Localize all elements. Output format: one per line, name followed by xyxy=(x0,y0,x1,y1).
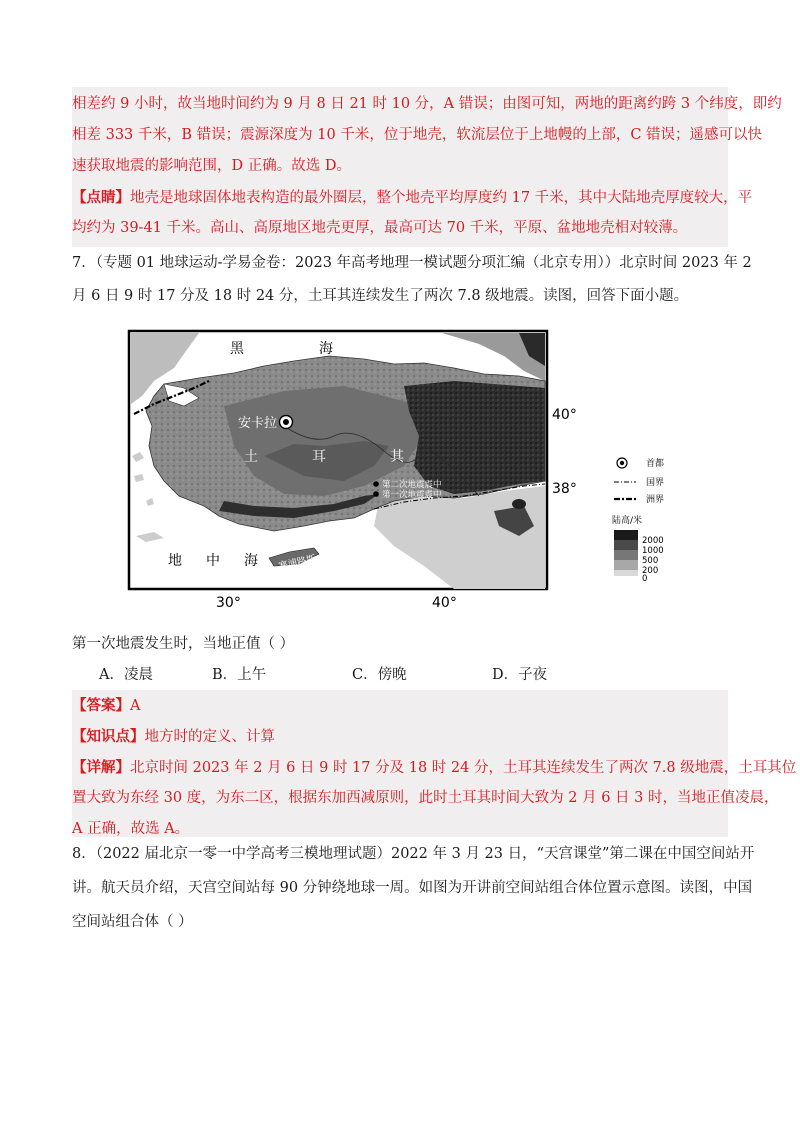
legend-elev-tick: 0 xyxy=(642,574,648,584)
label-cyprus: 塞浦路斯 xyxy=(277,553,317,573)
legend-elev-swatch xyxy=(614,530,638,540)
question-line: 空间站组合体（ ） xyxy=(72,914,193,930)
detail-line: A 正确，故选 A。 xyxy=(72,821,190,837)
detail-line: 置大致为东经 30 度，为东二区，根据东加西减原则，此时土耳其时间大致为 2 月 6 日 3 时，当地正值凌晨， xyxy=(72,790,779,806)
option-b[interactable]: B．上午 xyxy=(212,667,267,683)
tip-text: 地壳是地球固体地表构造的最外圈层，整个地壳平均厚度约 17 千米，其中大陆地壳厚度较大，平 xyxy=(130,190,753,206)
question-line: 8．（2022 届北京一零一中学高考三模地理试题）2022 年 3 月 23 日，“天宫课堂”第二课在中国空间站开 xyxy=(72,846,755,862)
label-black-sea: 黑 xyxy=(230,341,244,357)
legend-elev-swatch xyxy=(614,560,638,570)
detail-line xyxy=(72,752,797,783)
epicenter-1 xyxy=(373,491,379,497)
knowledge-point-line xyxy=(72,721,728,752)
knowledge-point-text: 地方时的定义、计算 xyxy=(144,729,275,745)
explanation-line: 速获取地震的影响范围，D 正确。故选 D。 xyxy=(72,158,351,174)
legend-elev-swatch xyxy=(614,550,638,560)
map-legend xyxy=(610,455,720,585)
tip-line xyxy=(72,182,753,213)
label-ankara: 安卡拉 xyxy=(238,416,278,431)
answer-block-7 xyxy=(72,690,797,837)
label-quake-2: 第二次地震震中 xyxy=(382,480,442,490)
legend-elev-swatch xyxy=(614,540,638,550)
legend-capital-symbol xyxy=(617,458,627,468)
question-line: 月 6 日 9 时 17 分及 18 时 24 分，土耳其连续发生了两次 7.8 级地震。读图，回答下面小题。 xyxy=(72,288,689,304)
legend-elev-swatch xyxy=(614,570,638,576)
option-c[interactable]: C．傍晚 xyxy=(352,667,407,683)
tip-line: 均约为 39-41 千米。高山、高原地区地壳更厚，最高可达 70 千米，平原、盆地地壳相对较薄。 xyxy=(72,220,688,236)
capital-symbol xyxy=(280,416,293,429)
legend-border-label: 国界 xyxy=(646,478,665,488)
sub-question xyxy=(72,629,728,660)
label-lat-40: 40° xyxy=(552,407,577,423)
epicenter-2 xyxy=(373,481,379,487)
eastern-mountains xyxy=(404,381,545,494)
detail-tag: 【详解】 xyxy=(72,759,130,776)
answer-line xyxy=(72,690,728,721)
label-turkey: 耳 xyxy=(312,449,326,465)
legend-elevation-title: 陆高/米 xyxy=(612,516,643,526)
label-black-sea: 海 xyxy=(319,341,333,357)
question-line: 讲。航天员介绍，天宫空间站每 90 分钟绕地球一周。如图为开讲前空间站组合体位置示意图。读图，中国 xyxy=(72,880,753,896)
legend-continent-label: 洲界 xyxy=(646,495,665,505)
answer-value: A xyxy=(130,698,141,714)
legend-svg xyxy=(610,455,720,585)
detail-text: 北京时间 2023 年 2 月 6 日 9 时 17 分及 18 时 24 分，土耳其连续发生了两次 7.8 级地震，土耳其位 xyxy=(130,760,797,776)
answer-tag: 【答案】 xyxy=(72,697,130,714)
label-lat-38: 38° xyxy=(552,481,577,497)
question-line: 7．（专题 01 地球运动-学易金卷：2023 年高考地理一模试题分项汇编（北京专用））北京时间 2023 年 2 xyxy=(72,255,752,271)
label-lon-40: 40° xyxy=(432,595,457,611)
answer-explanation-block xyxy=(72,87,782,247)
knowledge-point-tag: 【知识点】 xyxy=(72,728,145,745)
label-mediterranean: 中 xyxy=(206,553,220,569)
label-mediterranean: 地 xyxy=(168,553,182,569)
label-mediterranean: 海 xyxy=(244,553,258,569)
label-lon-30: 30° xyxy=(216,595,241,611)
explanation-line: 相差 333 千米，B 错误；震源深度为 10 千米，位于地壳，软流层位于上地幔的上部，C 错误；遥感可以快 xyxy=(72,127,763,143)
option-a[interactable]: A．凌晨 xyxy=(99,667,153,683)
options-row xyxy=(72,660,728,691)
label-quake-1: 第一次地震震中 xyxy=(382,490,442,500)
lake xyxy=(512,499,526,509)
tip-tag: 【点睛】 xyxy=(72,189,130,206)
legend-capital-label: 首都 xyxy=(646,459,665,469)
label-turkey: 其 xyxy=(390,449,404,465)
sub-question-text: 第一次地震发生时，当地正值（ ） xyxy=(72,636,295,652)
legend-elev-tick: 2000 xyxy=(642,536,664,546)
label-turkey: 土 xyxy=(244,449,258,465)
explanation-line: 相差约 9 小时，故当地时间约为 9 月 8 日 21 时 10 分，A 错误；由图可知，两地的距离约跨 3 个纬度，即约 xyxy=(72,96,782,112)
legend-elev-tick: 1000 xyxy=(642,546,664,556)
legend-elev-tick: 500 xyxy=(642,556,659,566)
option-d[interactable]: D．子夜 xyxy=(492,667,548,683)
question-8-stem xyxy=(72,839,755,938)
question-7-stem xyxy=(72,248,752,312)
legend-elev-tick: 200 xyxy=(642,566,659,576)
